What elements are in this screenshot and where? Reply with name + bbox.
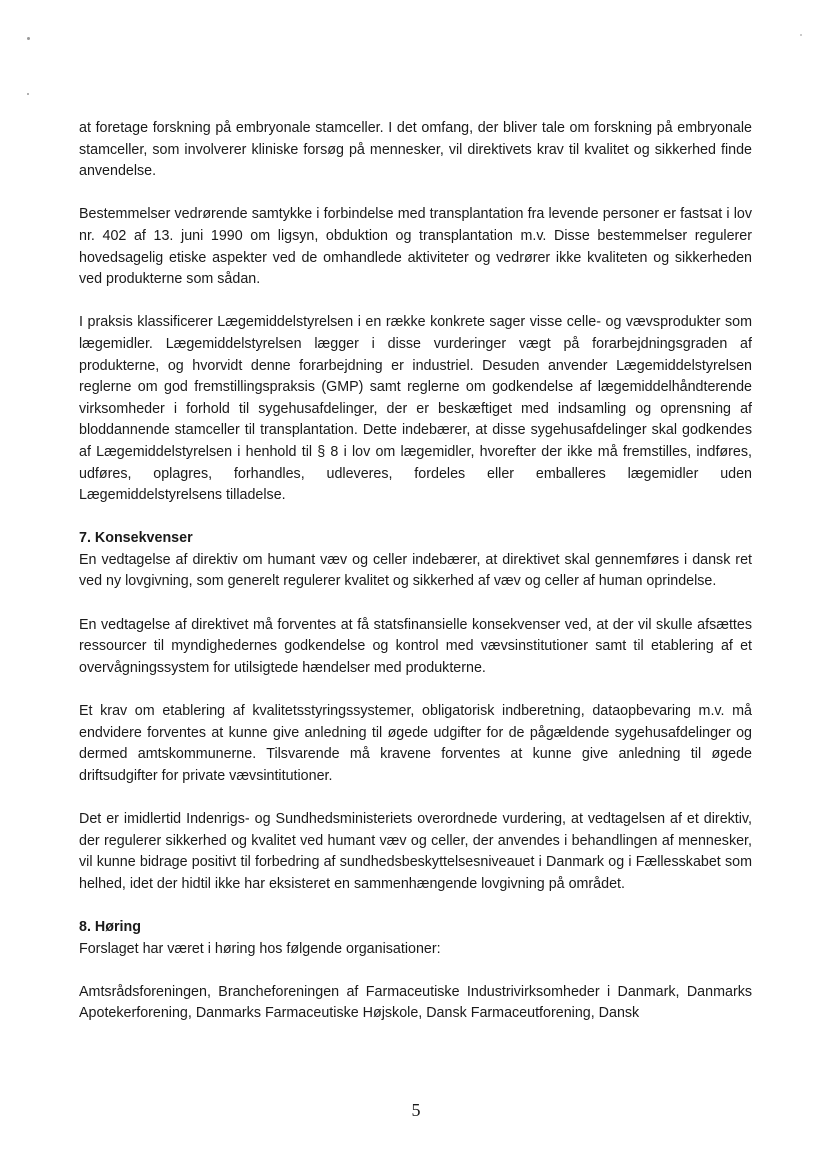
paragraph: Forslaget har været i høring hos følgende organisationer: [79, 940, 441, 957]
section-hoering [79, 917, 752, 1025]
page-number: 5 [411, 1100, 421, 1120]
scan-speck [27, 93, 29, 95]
paragraph: Bestemmelser vedrørende samtykke i forbindelse med transplantation fra levende personer er fastsat i lov nr. 402 af 13. juni 1990 om ligsyn, obduktion og transplantation m.v. Disse bestemmelser regulerer hovedsagelig etiske aspekter ved de omhandlede aktiviteter og vedrører ikke kvaliteten og sikkerheden ved produkterne som sådan. [79, 206, 752, 288]
section-heading: 8. Høring [79, 918, 141, 935]
paragraph: Et krav om etablering af kvalitetsstyringssystemer, obligatorisk indberetning, dataopbevaring m.v. må endvidere forventes at kunne give anledning til øgede udgifter for de pågældende sygehusafdelinger og dermed amtskommunerne. Tilsvarende må kravene forventes at kunne give anledning til øgede driftsudgifter for private vævsintitutioner. [79, 703, 752, 784]
paragraph: Amtsrådsforeningen, Brancheforeningen af Farmaceutiske Industrivirksomheder i Danmark, Danmarks Apotekerforening, Danmarks Farmaceutiske Højskole, Dansk Farmaceutforening, Dansk [79, 983, 752, 1022]
paragraph: En vedtagelse af direktivet må forventes at få statsfinansielle konsekvenser ved, at der vil skulle afsættes ressourcer til myndighedernes godkendelse og kontrol med vævsinstitutioner samt til etablering af et overvågningssystem for utilsigtede hændelser med produkterne. [79, 616, 752, 676]
section-heading: 7. Konsekvenser [79, 530, 193, 547]
section-konsekvenser [79, 528, 752, 895]
document-body [79, 118, 752, 1047]
scan-speck [800, 34, 802, 36]
paragraph: Det er imidlertid Indenrigs- og Sundhedsministeriets overordnede vurdering, at vedtagelsen af et direktiv, der regulerer sikkerhed og kvalitet ved humant væv og celler, der anvendes i behandlingen af mennesker, vil kunne bidrage positivt til forbedring af sundhedsbeskyttelsesniveauet i Danmark og i Fællesskabet som helhed, idet der hidtil ikke har eksisteret en sammenhængende lovgivning på området. [79, 811, 752, 892]
paragraph: En vedtagelse af direktiv om humant væv og celler indebærer, at direktivet skal gennemføres i dansk ret ved ny lovgivning, som generelt regulerer kvalitet og sikkerhed af væv og celler af human oprindelse. [79, 551, 752, 590]
scan-speck [27, 37, 30, 40]
paragraph: at foretage forskning på embryonale stamceller. I det omfang, der bliver tale om forskning på embryonale stamceller, som involverer kliniske forsøg på mennesker, vil direktivets krav til kvalitet og sikkerhed finde anvendelse. [79, 120, 752, 180]
paragraph: I praksis klassificerer Lægemiddelstyrelsen i en række konkrete sager visse celle- og vævsprodukter som lægemidler. Lægemiddelstyrelsen lægger i disse vurderinger vægt på forarbejdningsgraden af produkterne, og hvorvidt denne forarbejdning er industriel. Desuden anvender Lægemiddelstyrelsen reglerne om god fremstillingspraksis (GMP) samt reglerne om godkendelse af lægemiddelhåndterende virksomheder i forhold til sygehusafdelinger, der er beskæftiget med indsamling og oprensning af bloddannende stamceller til transplantation. Dette indebærer, at disse sygehusafdelinger skal godkendes af Lægemiddelstyrelsen i henhold til § 8 i lov om lægemidler, hvorefter der ikke må fremstilles, indføres, udføres, oplagres, forhandles, udleveres, fordeles eller emballeres lægemidler uden Lægemiddelstyrelsens tilladelse. [79, 314, 752, 504]
